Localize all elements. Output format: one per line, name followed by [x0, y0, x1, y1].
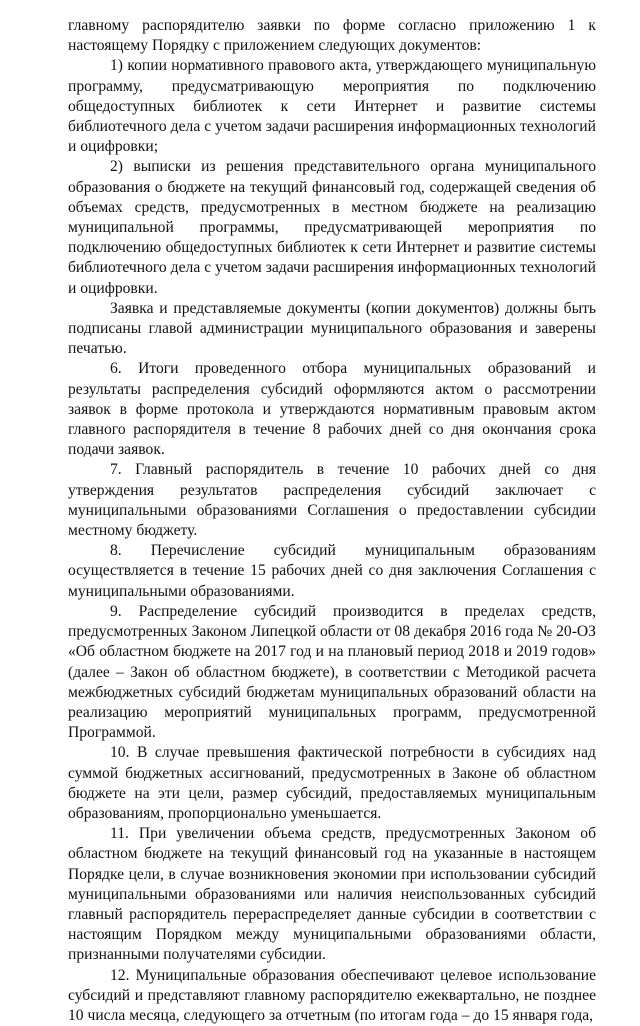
document-page	[68, 16, 596, 1026]
paragraph-6: 6. Итоги проведенного отбора муниципальных образований и результаты распределения субсидий оформляются актом о рассмотрении заявок в форме протокола и утверждаются нормативным правовым актом главного распорядителя в течение 8 рабочих дней со дня окончания срока подачи заявок.	[68, 360, 596, 459]
paragraph-signature-note: Заявка и представляемые документы (копии документов) должны быть подписаны главой администрации муниципального образования и заверены печатью.	[68, 299, 596, 358]
paragraph-11: 11. При увеличении объема средств, предусмотренных Законом об областном бюджете на текущий финансовый год на указанные в настоящем Порядке цели, в случае возникновения экономии при использовании субсидий муниципальными образованиями или наличия неиспользованных субсидий главный распорядитель перераспределяет данные субсидии в соответствии с настоящим Порядком между муниципальными образованиями области, признанными получателями субсидии.	[68, 825, 596, 964]
paragraph-10: 10. В случае превышения фактической потребности в субсидиях над суммой бюджетных ассигнований, предусмотренных в Законе об областном бюджете на эти цели, размер субсидий, предоставляемых муниципальным образованиям, пропорционально уменьшается.	[68, 744, 596, 822]
paragraph-continuation: главному распорядителю заявки по форме согласно приложению 1 к настоящему Порядку с приложением следующих документов:	[68, 17, 596, 55]
paragraph-12: 12. Муниципальные образования обеспечивают целевое использование субсидий и представляют главному распорядителю ежеквартально, не позднее 10 числа месяца, следующего за отчетным (по итогам года – до 15 января года,	[68, 966, 596, 1024]
paragraph-item-2: 2) выписки из решения представительного органа муниципального образования о бюджете на текущий финансовый год, содержащей сведения об объемах средств, предусмотренных в местном бюджете на реализацию муниципальной программы, предусматривающей мероприятия по подключению общедоступных библиотек к сети Интернет и развитие системы библиотечного дела с учетом задачи расширения информационных технологий и оцифровки.	[68, 158, 596, 297]
paragraph-9: 9. Распределение субсидий производится в пределах средств, предусмотренных Законом Липецкой области от 08 декабря 2016 года № 20-ОЗ «Об областном бюджете на 2017 год и на плановый период 2018 и 2019 годов» (далее – Закон об областном бюджете), в соответствии с Методикой расчета межбюджетных субсидий бюджетам муниципальных образований области на реализацию мероприятий муниципальных программ, предусмотренной Программой.	[68, 602, 596, 742]
paragraph-item-1: 1) копии нормативного правового акта, утверждающего муниципальную программу, предусматривающую мероприятия по подключению общедоступных библиотек к сети Интернет и развитие системы библиотечного дела с учетом задачи расширения информационных технологий и оцифровки;	[68, 57, 596, 156]
paragraph-8: 8. Перечисление субсидий муниципальным образованиям осуществляется в течение 15 рабочих дней со дня заключения Соглашения с муниципальными образованиями.	[68, 542, 596, 600]
paragraph-7: 7. Главный распорядитель в течение 10 рабочих дней со дня утверждения результатов распределения субсидий заключает с муниципальными образованиями Соглашения о предоставлении субсидии местному бюджету.	[68, 461, 596, 540]
